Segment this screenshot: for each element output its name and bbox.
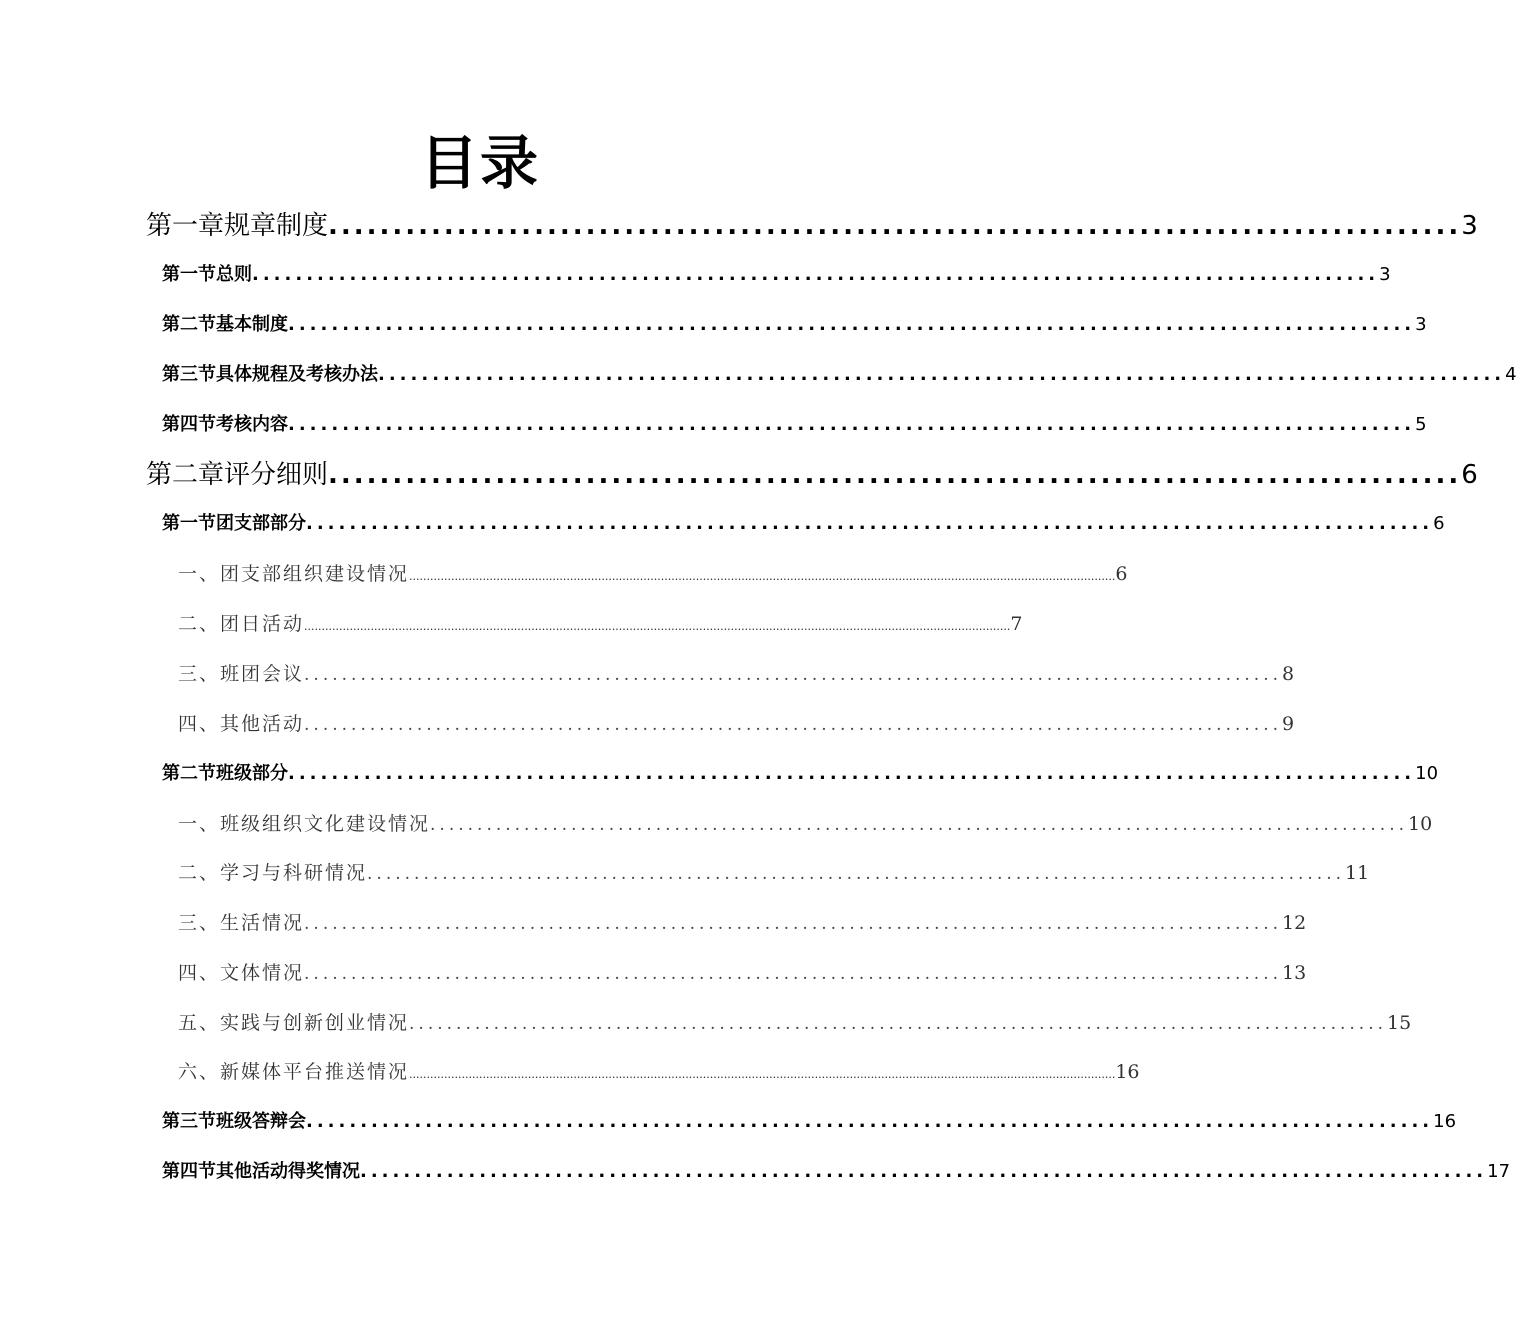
- dot-leader: ........................................................................................................: [304, 665, 1283, 685]
- dot-leader: ........................................................................................................: [367, 864, 1346, 884]
- page-number: 10: [1408, 813, 1433, 835]
- dot-leader: ........................................................................................................: [304, 715, 1283, 735]
- toc-chapter-entry[interactable]: [146, 206, 1478, 246]
- page-number: 11: [1345, 862, 1370, 884]
- toc-title: 目录: [419, 129, 540, 197]
- page-number: 17: [1487, 1161, 1511, 1182]
- page-number: 6: [1115, 563, 1128, 585]
- dot-leader: ........................................................................................................: [430, 815, 1409, 835]
- page-number: 3: [1379, 264, 1391, 285]
- section-label: 第三节: [162, 364, 216, 385]
- section-title: 班级部分: [216, 763, 288, 784]
- toc-section-entry[interactable]: [162, 509, 1445, 539]
- item-title: 六、新媒体平台推送情况: [178, 1061, 410, 1083]
- section-title: 团支部部分: [216, 513, 306, 534]
- toc-item-entry[interactable]: [178, 559, 1128, 589]
- toc-item-entry[interactable]: [178, 659, 1295, 689]
- dot-leader: ........................................................................................................: [378, 364, 1506, 385]
- chapter-title: 规章制度: [224, 211, 329, 241]
- dot-leader: ........................................................................................................: [304, 914, 1283, 934]
- dot-leader: ........................................................................................................: [360, 1161, 1488, 1182]
- dot-leader: ........................................................................................: [328, 460, 1462, 490]
- dot-leader: ........................................................................................................: [304, 964, 1283, 984]
- page-number: 15: [1387, 1012, 1412, 1034]
- item-title: 二、学习与科研情况: [178, 862, 368, 884]
- toc-item-entry[interactable]: [178, 1008, 1412, 1038]
- chapter-title: 评分细则: [224, 460, 329, 490]
- dot-leader: ........................................................................................................: [288, 763, 1416, 784]
- page-number: 3: [1461, 211, 1478, 241]
- item-title: 一、团支部组织建设情况: [178, 563, 410, 585]
- toc-section-entry[interactable]: [162, 260, 1391, 290]
- section-label: 第三节: [162, 1111, 216, 1132]
- toc-item-entry[interactable]: [178, 709, 1295, 739]
- toc-section-entry[interactable]: [162, 410, 1427, 440]
- toc-item-entry[interactable]: [178, 858, 1370, 888]
- dot-leader: ..........................................................................................................................................................................................................: [304, 620, 1011, 633]
- item-title: 一、班级组织文化建设情况: [178, 813, 431, 835]
- page-number: 6: [1461, 460, 1478, 490]
- dot-leader: ..........................................................................................................................................................................................................: [409, 1068, 1116, 1081]
- page-number: 5: [1415, 414, 1427, 435]
- dot-leader: ........................................................................................................: [306, 1111, 1434, 1132]
- page-number: 16: [1115, 1061, 1140, 1083]
- page-number: 10: [1415, 763, 1439, 784]
- section-title: 考核内容: [216, 414, 288, 435]
- page-number: 8: [1282, 663, 1295, 685]
- toc-section-entry[interactable]: [162, 310, 1427, 340]
- page-number: 9: [1282, 713, 1295, 735]
- section-title: 班级答辩会: [216, 1111, 306, 1132]
- item-title: 五、实践与创新创业情况: [178, 1012, 410, 1034]
- page-number: 12: [1282, 912, 1307, 934]
- dot-leader: ........................................................................................: [328, 211, 1462, 241]
- page-number: 16: [1433, 1111, 1457, 1132]
- toc-section-entry[interactable]: [162, 1107, 1457, 1137]
- chapter-label: 第一章: [146, 211, 225, 241]
- page-number: 7: [1010, 613, 1023, 635]
- item-title: 四、其他活动: [178, 713, 305, 735]
- toc-item-entry[interactable]: [178, 1057, 1140, 1087]
- section-title: 总则: [216, 264, 252, 285]
- page-number: 4: [1505, 364, 1517, 385]
- dot-leader: ........................................................................................................: [409, 1014, 1388, 1034]
- toc-item-entry[interactable]: [178, 609, 1023, 639]
- dot-leader: ........................................................................................................: [288, 314, 1416, 335]
- section-label: 第二节: [162, 314, 216, 335]
- toc-section-entry[interactable]: [162, 759, 1439, 789]
- toc-section-entry[interactable]: [162, 360, 1517, 390]
- section-title: 基本制度: [216, 314, 288, 335]
- section-label: 第一节: [162, 513, 216, 534]
- page-number: 6: [1433, 513, 1445, 534]
- dot-leader: ..........................................................................................................................................................................................................: [409, 570, 1116, 583]
- section-title: 其他活动得奖情况: [216, 1161, 360, 1182]
- toc-section-entry[interactable]: [162, 1157, 1511, 1187]
- page-number: 13: [1282, 962, 1307, 984]
- page-number: 3: [1415, 314, 1427, 335]
- section-label: 第一节: [162, 264, 216, 285]
- toc-item-entry[interactable]: [178, 908, 1307, 938]
- item-title: 二、团日活动: [178, 613, 305, 635]
- item-title: 三、班团会议: [178, 663, 305, 685]
- item-title: 三、生活情况: [178, 912, 305, 934]
- section-label: 第四节: [162, 1161, 216, 1182]
- dot-leader: ........................................................................................................: [252, 264, 1380, 285]
- item-title: 四、文体情况: [178, 962, 305, 984]
- dot-leader: ........................................................................................................: [306, 513, 1434, 534]
- toc-item-entry[interactable]: [178, 958, 1307, 988]
- section-label: 第四节: [162, 414, 216, 435]
- chapter-label: 第二章: [146, 460, 225, 490]
- dot-leader: ........................................................................................................: [288, 414, 1416, 435]
- toc-item-entry[interactable]: [178, 809, 1433, 839]
- section-title: 具体规程及考核办法: [216, 364, 378, 385]
- toc-chapter-entry[interactable]: [146, 455, 1478, 495]
- section-label: 第二节: [162, 763, 216, 784]
